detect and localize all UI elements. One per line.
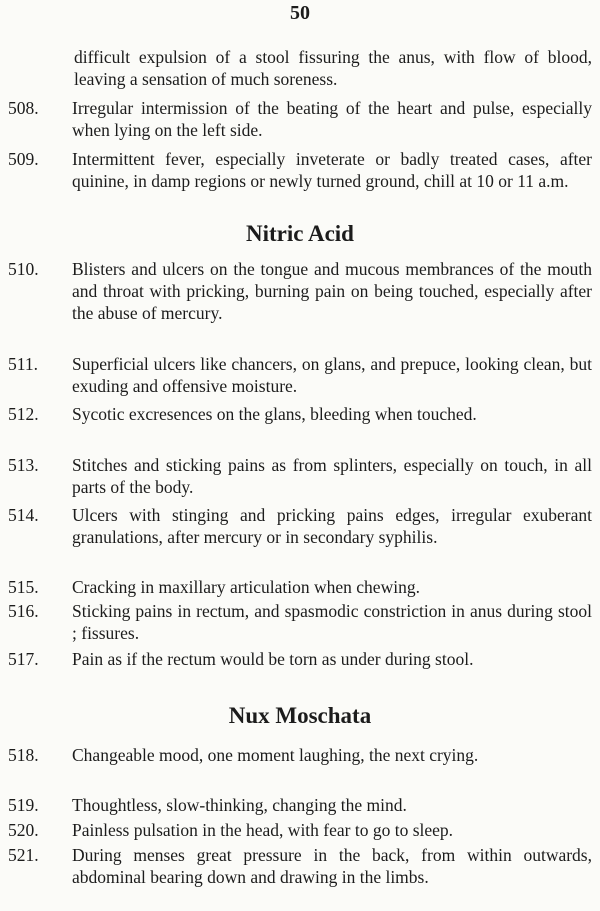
entry-number: 517. (8, 649, 39, 669)
entry-text: Sycotic excresences on the glans, bleeding when touched. (72, 404, 477, 424)
entry-number: 521. (8, 845, 39, 865)
entry-text: Sticking pains in rectum, and spasmodic constriction in anus during stool ; fissures. (72, 601, 592, 643)
entry-number: 515. (8, 577, 39, 597)
entry-text: Intermittent fever, especially inveterate or badly treated cases, after quinine, in damp regions or newly turned ground, chill at 10 or 11 a.m. (72, 149, 592, 191)
entry-text: Ulcers with stinging and pricking pains edges, irregular exuberant granulations, after mercury or in secondary syphilis. (72, 505, 592, 547)
entry-text: Cracking in maxillary articulation when chewing. (72, 577, 420, 597)
entry-number: 520. (8, 820, 39, 840)
continuation-paragraph: difficult expulsion of a stool fissuring the anus, with flow of blood, leaving a sensation of much soreness. (74, 47, 592, 89)
section-heading-nitric-acid: Nitric Acid (246, 221, 354, 246)
section-heading-nux-moschata: Nux Moschata (228, 703, 372, 728)
entry-text: Pain as if the rectum would be torn as under during stool. (72, 649, 474, 669)
entry-number: 516. (8, 601, 39, 621)
entry-number: 514. (8, 505, 39, 525)
entry-text: Blisters and ulcers on the tongue and mucous membrances of the mouth and throat with pricking, burning pain on being touched, especially after the abuse of mercury. (72, 259, 592, 323)
entry-text: Changeable mood, one moment laughing, the next crying. (72, 745, 479, 765)
entry-number: 512. (8, 404, 39, 424)
page-number: 50 (290, 2, 310, 24)
entry-text: Irregular intermission of the beating of the heart and pulse, especially when lying on the left side. (72, 98, 592, 140)
entry-number: 508. (8, 98, 39, 118)
entry-number: 511. (8, 354, 38, 374)
entry-text: Superficial ulcers like chancers, on glans, and prepuce, looking clean, but exuding and offensive moisture. (72, 354, 592, 396)
entry-number: 510. (8, 259, 39, 279)
entry-text: Stitches and sticking pains as from splinters, especially on touch, in all parts of the body. (72, 455, 592, 497)
entry-number: 513. (8, 455, 39, 475)
entry-number: 519. (8, 795, 39, 815)
entry-number: 518. (8, 745, 39, 765)
entry-number: 509. (8, 149, 39, 169)
entry-text: Painless pulsation in the head, with fear to go to sleep. (72, 820, 454, 840)
entry-text: During menses great pressure in the back, from within outwards, abdominal bearing down and drawing in the limbs. (72, 845, 592, 887)
entry-text: Thoughtless, slow-thinking, changing the mind. (72, 795, 407, 815)
